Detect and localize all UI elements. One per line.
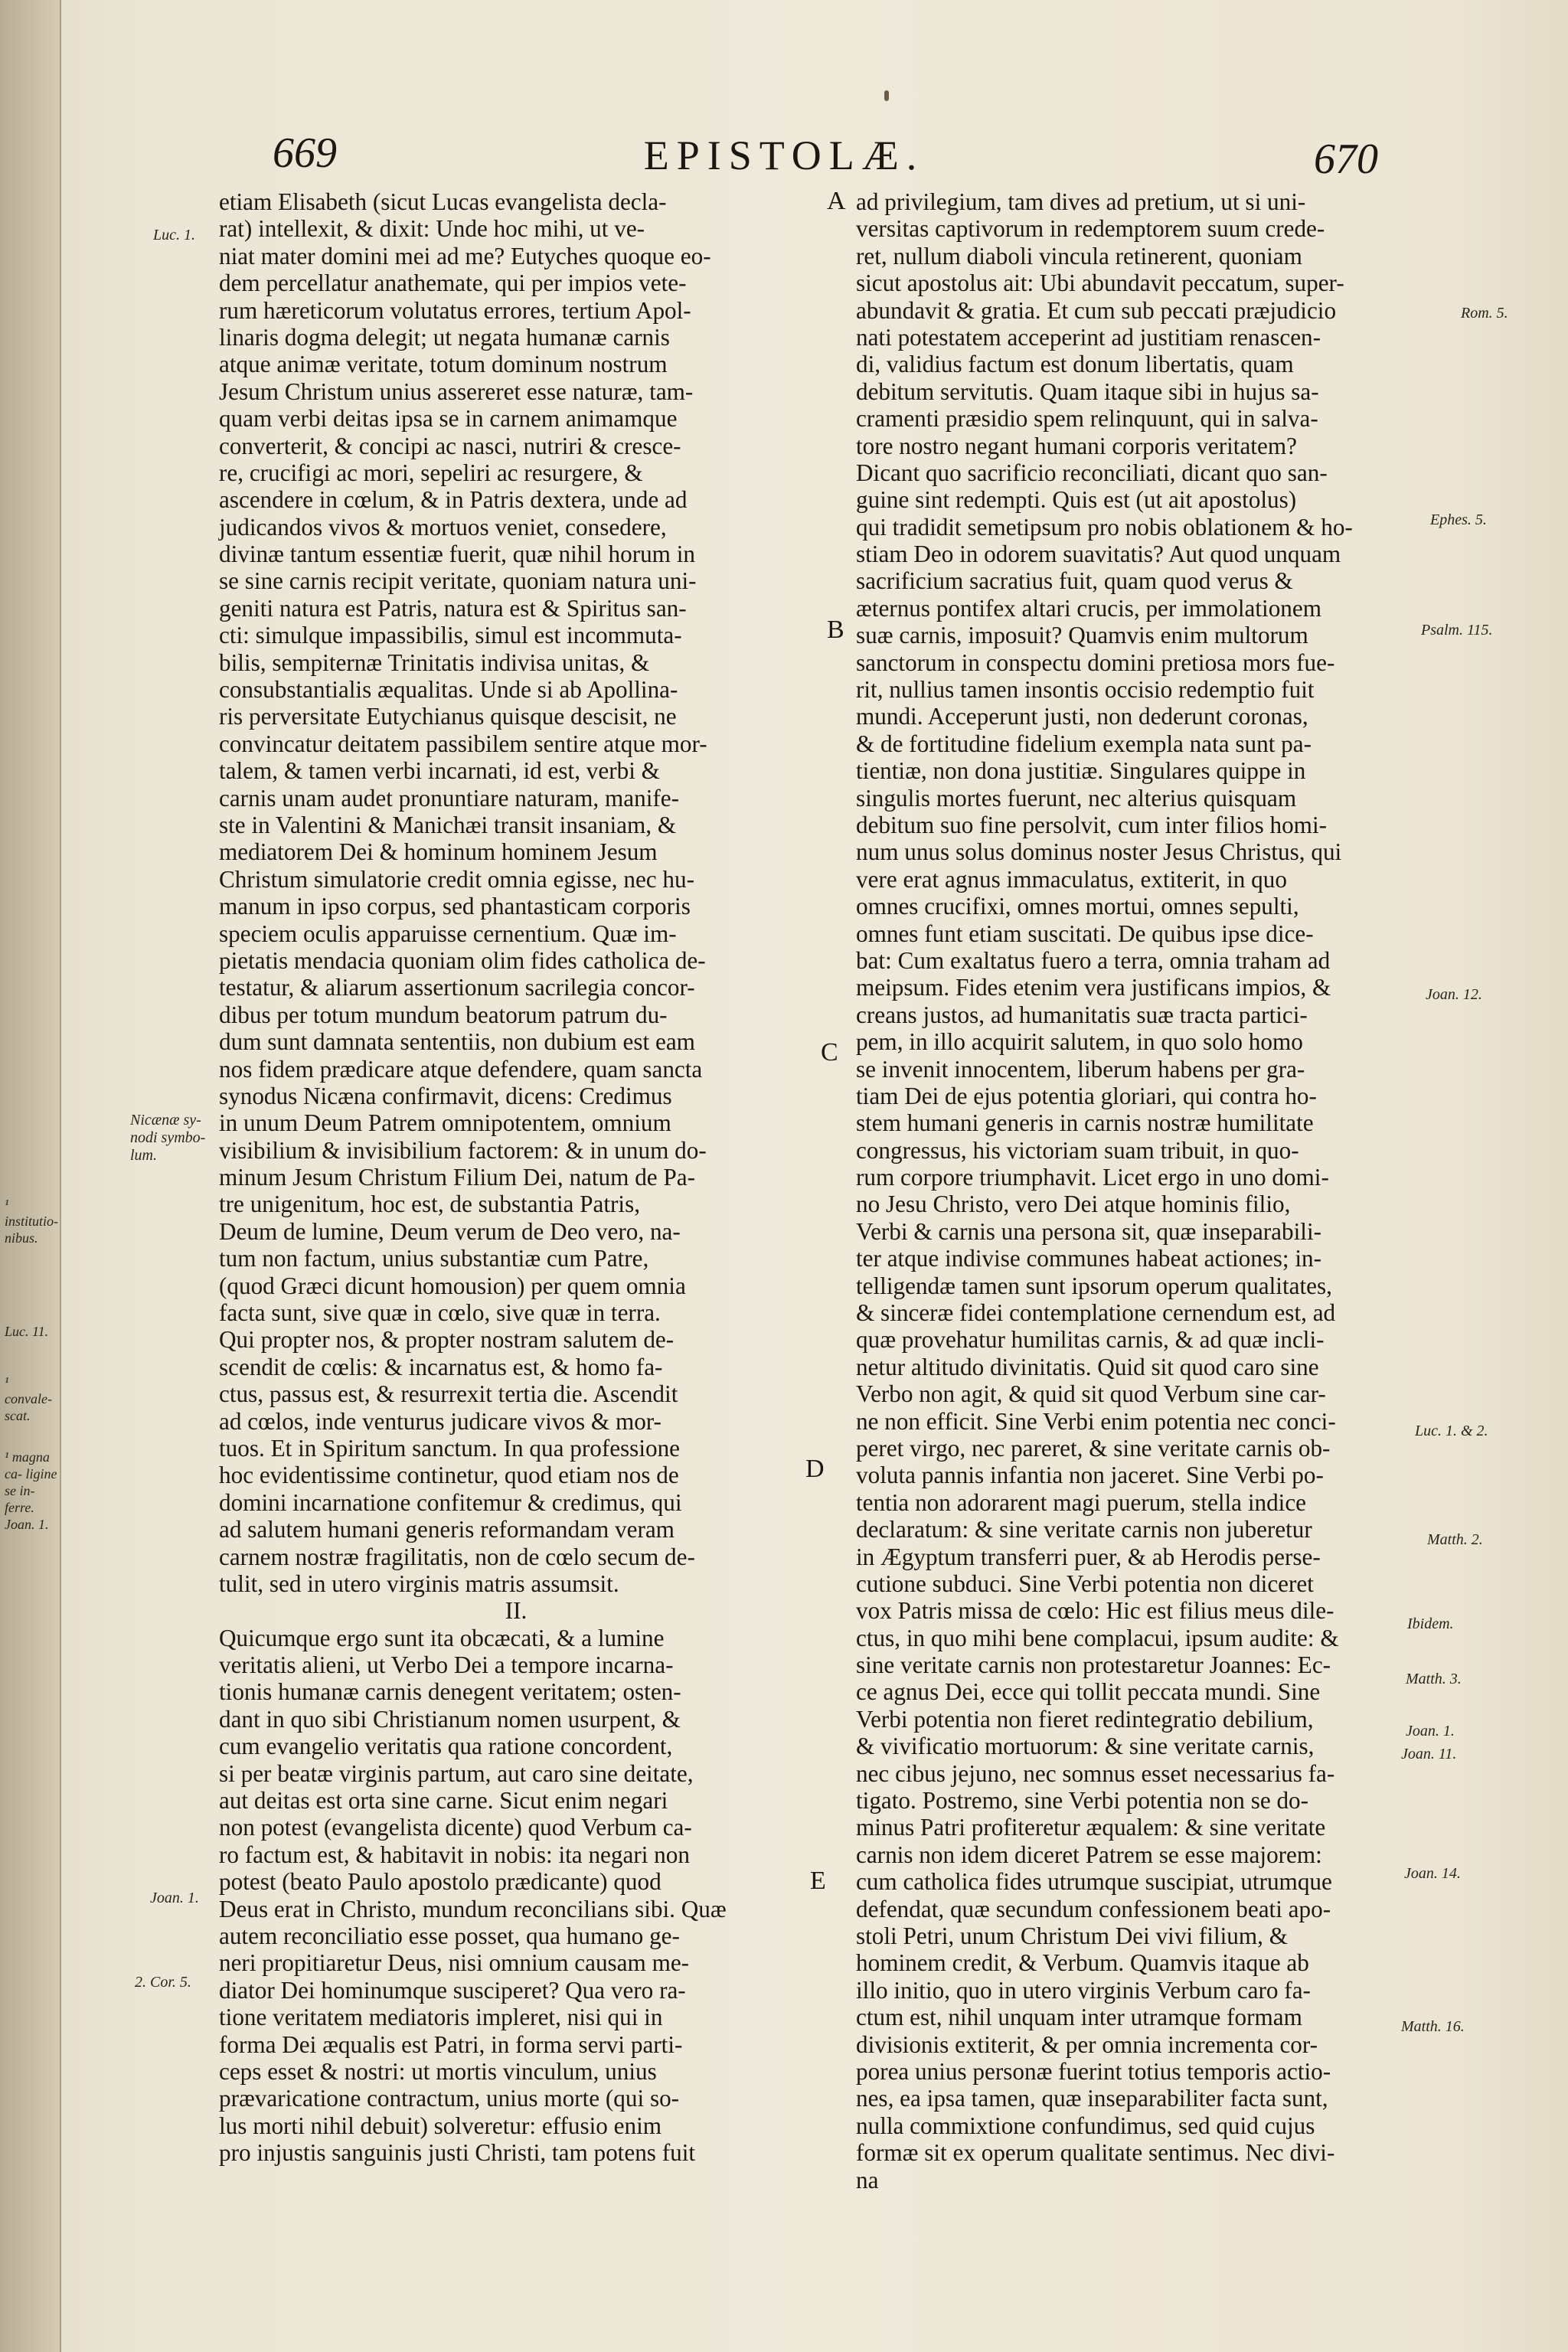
text-line: re, crucifigi ac mori, sepeliri ac resurgere, & [219,459,643,486]
text-line: declaratum: & sine veritate carnis non juberetur [856,1516,1312,1544]
text-line: mundi. Acceperunt justi, non dederunt coronas, [856,703,1308,730]
text-line: num unus solus dominus noster Jesus Christus, qui [856,838,1342,866]
text-line: bat: Cum exaltatus fuero a terra, omnia traham ad [856,946,1331,974]
text-line: meipsum. Fides etenim vera justificans impios, & [856,974,1331,1001]
section-letter-b: B [827,616,844,644]
text-line: Verbo non agit, & quid sit quod Verbum sine car- [856,1380,1326,1408]
strip-note: Joan. 1. [5,1517,49,1532]
page-number-left: 669 [273,129,337,177]
text-line: sacrificium sacratius fuit, quam quod verus & [856,567,1293,595]
margin-note-right: Matth. 16. [1401,2018,1465,2035]
text-line: Deum de lumine, Deum verum de Deo vero, na- [219,1217,681,1245]
text-line: ctus, passus est, & resurrexit tertia die. Ascendit [219,1380,678,1408]
text-line: nos fidem prædicare atque defendere, quam sancta [219,1055,703,1083]
text-line: Verbi potentia non fieret redintegratio debilium, [856,1705,1314,1733]
text-line: Christum simulatorie credit omnia egisse, nec hu- [219,865,695,893]
text-line: suæ carnis, imposuit? Quamvis enim multorum [856,622,1308,649]
adjacent-page-edge [0,0,61,2352]
text-line: cti: simulque impassibilis, simul est incommuta- [219,622,682,649]
text-line: stoli Petri, unum Christum Dei vivi filium, & [856,1922,1288,1949]
text-line: ad salutem humani generis reformandam veram [219,1516,675,1544]
text-line: cutione subduci. Sine Verbi potentia non diceret [856,1570,1314,1597]
text-line: converterit, & concipi ac nasci, nutriri & cresce- [219,432,681,459]
text-line: in Ægyptum transferri puer, & ab Herodis perse- [856,1543,1321,1570]
text-line: (quod Græci dicunt homousion) per quem omnia [219,1272,686,1299]
text-line: tre unigenitum, hoc est, de substantia Patris, [219,1191,641,1218]
text-line: ceps esset & nostri: ut mortis vinculum, unius [219,2057,657,2085]
text-line: niat mater domini mei ad me? Eutyches quoque eo- [219,242,711,270]
text-line: speciem oculis apparuisse cernentium. Quæ im- [219,920,677,947]
text-line: ro factum est, & habitavit in nobis: ita negari non [219,1841,690,1868]
text-line: omnes crucifixi, omnes mortui, omnes sepulti, [856,893,1299,920]
text-line: visibilium & invisibilium factorem: & in unum do- [219,1136,707,1164]
text-column-right [856,188,1453,2194]
text-line: ad cœlos, inde venturus judicare vivos & mor- [219,1407,662,1435]
text-column-left [219,188,813,2167]
text-line: æternus pontifex altari crucis, per immolationem [856,594,1321,622]
text-line: manum in ipso corpus, sed phantasticam corporis [219,893,691,920]
text-line: dibus per totum mundum beatorum patrum du- [219,1001,668,1028]
text-line: stiam Deo in odorem suavitatis? Aut quod unquam [856,541,1341,568]
text-line: synodus Nicæna confirmavit, dicens: Credimus [219,1082,672,1109]
margin-note-left: Luc. 1. [153,227,195,243]
strip-note: ¹ magna ca- ligine se in- ferre. [5,1449,57,1515]
text-line: II. [505,1597,528,1625]
text-line: se sine carnis recipit veritate, quoniam natura uni- [219,567,697,595]
text-line: abundavit & gratia. Et cum sub peccati præjudicio [856,296,1337,324]
text-line: ctus, in quo mihi bene complacui, ipsum audite: & [856,1624,1339,1651]
text-line: & sinceræ fidei contemplatione cernendum est, ad [856,1299,1336,1327]
text-line: tulit, sed in utero virginis matris assumsit. [219,1570,619,1597]
text-line: divisionis extiterit, & per omnia incrementa cor- [856,2030,1318,2058]
text-line: geniti natura est Patris, natura est & Spiritus san- [219,594,687,622]
text-line: ret, nullum diaboli vincula retinerent, quoniam [856,242,1302,270]
text-line: domini incarnatione confitemur & credimus, qui [219,1488,682,1516]
text-line: quam verbi deitas ipsa se in carnem animamque [219,405,678,433]
margin-note-right: Rom. 5. [1461,305,1508,322]
text-line: voluta pannis infantia non jaceret. Sine Verbi po- [856,1462,1324,1489]
text-line: netur altitudo divinitatis. Quid sit quod caro sine [856,1353,1319,1380]
text-line: prævaricatione contractum, unius morte (qui so- [219,2085,680,2112]
text-line: ce agnus Dei, ecce qui tollit peccata mundi. Sine [856,1678,1321,1706]
text-line: autem reconciliatio esse posset, qua humano ge- [219,1922,680,1949]
margin-note-right: Ibidem. [1407,1615,1454,1632]
text-line: minum Jesum Christum Filium Dei, natum de Pa- [219,1164,695,1191]
text-line: omnes funt etiam suscitati. De quibus ipse dice- [856,920,1314,947]
text-line: pietatis mendacia quoniam olim fides catholica de- [219,946,706,974]
page-number-right: 670 [1314,136,1378,183]
text-line: Jesum Christum unius assereret esse naturæ, tam- [219,377,694,405]
text-line: & de fortitudine fidelium exempla nata sunt pa- [856,730,1312,757]
text-line: tuos. Et in Spiritum sanctum. In qua professione [219,1434,681,1462]
text-line: aut deitas est orta sine carne. Sicut enim negari [219,1787,668,1815]
text-line: veritatis alieni, ut Verbo Dei a tempore incarna- [219,1651,674,1679]
text-line: sicut apostolus ait: Ubi abundavit peccatum, super- [856,270,1344,297]
text-line: tore nostro negant humani corporis veritatem? [856,432,1297,459]
text-line: carnis unam audet pronuntiare naturam, manife- [219,784,679,812]
text-line: tigato. Postremo, sine Verbi potentia non se do- [856,1787,1309,1815]
running-title: EPISTOLÆ. [643,132,925,178]
text-line: se invenit innocentem, liberum habens per gra- [856,1055,1305,1083]
text-line: vere erat agnus immaculatus, extiterit, in quo [856,865,1287,893]
text-line: ter atque indivise communes habeat actiones; in- [856,1245,1321,1272]
text-line: ad privilegium, tam dives ad pretium, ut si uni- [856,188,1306,215]
text-line: diator Dei hominumque susciperet? Qua vero ra- [219,1976,686,2004]
text-line: di, validius factum est donum libertatis, quam [856,351,1294,378]
margin-note-left: Joan. 1. [150,1890,199,1906]
text-line: cum catholica fides utrumque suscipiat, utrumque [856,1868,1332,1896]
text-line: carnem nostræ fragilitatis, non de cœlo secum de- [219,1543,695,1570]
text-line: dem percellatur anathemate, qui per impios vete- [219,270,687,297]
strip-note: ¹ convale- scat. [5,1374,52,1423]
text-line: qui tradidit semetipsum pro nobis oblationem & ho- [856,513,1353,541]
text-line: mediatorem Dei & hominum hominem Jesum [219,838,658,866]
text-line: ris perversitate Eutychianus quisque descisit, ne [219,703,677,730]
text-line: tione veritatem mediatoris impleret, nisi qui in [219,2004,663,2031]
text-line: tentia non adorarent magi puerum, stella indice [856,1488,1307,1516]
text-line: scendit de cœlis: & incarnatus est, & homo fa- [219,1353,663,1380]
ink-mark [884,90,889,101]
text-line: neri propitiaretur Deus, nisi omnium causam me- [219,1949,690,1977]
text-line: nec cibus jejuno, nec somnus esset necessarius fa- [856,1759,1335,1787]
text-line: rat) intellexit, & dixit: Unde hoc mihi, ut ve- [219,215,645,243]
text-line: singulis mortes fuerunt, nec alterius quisquam [856,784,1297,812]
text-line: creans justos, ad humanitatis suæ tracta partici- [856,1001,1308,1028]
section-letter-d: D [805,1455,825,1483]
text-line: Quicumque ergo sunt ita obcæcati, & a lumine [219,1624,665,1651]
text-line: tientiæ, non dona justitiæ. Singulares quippe in [856,757,1306,785]
text-line: nati potestatem acceperint ad justitiam renascen- [856,323,1321,351]
text-line: pem, in illo acquirit salutem, in quo solo homo [856,1028,1303,1056]
text-line: stem humani generis in carnis nostræ humilitate [856,1109,1314,1137]
margin-note-right: Luc. 1. & 2. [1415,1423,1488,1439]
text-line: ascendere in cœlum, & in Patris dextera, unde ad [219,486,688,514]
text-line: forma Dei æqualis est Patri, in forma servi parti- [219,2030,683,2058]
text-line: carnis non idem diceret Patrem se esse majorem: [856,1841,1322,1868]
text-line: dum sunt damnata sententiis, non dubium est eam [219,1028,695,1056]
text-line: cramenti præsidio spem relinquunt, qui in salva- [856,405,1318,433]
text-line: tiam Dei de ejus potentia gloriari, qui contra ho- [856,1082,1317,1109]
text-line: debitum suo fine persolvit, cum inter filios homi- [856,811,1327,838]
text-line: cum evangelio veritatis qua ratione concordent, [219,1733,673,1760]
section-letter-a: A [827,187,846,215]
margin-note-right: Joan. 14. [1404,1865,1461,1882]
text-line: judicandos vivos & mortuos veniet, consedere, [219,513,667,541]
text-line: Dicant quo sacrificio reconciliati, dicant quo san- [856,459,1328,486]
text-line: dant in quo sibi Christianum nomen usurpent, & [219,1705,681,1733]
text-line: potest (beato Paulo apostolo prædicante) quod [219,1868,662,1896]
text-line: si per beatæ virginis partum, aut caro sine deitate, [219,1759,694,1787]
text-line: ne non efficit. Sine Verbi enim potentia nec conci- [856,1407,1336,1435]
text-line: sine veritate carnis non protestaretur Joannes: Ec- [856,1651,1331,1679]
text-line: minus Patri profiteretur æqualem: & sine veritate [856,1814,1326,1841]
text-line: sanctorum in conspectu domini pretiosa mors fue- [856,648,1335,676]
text-line: Deus erat in Christo, mundum reconcilians sibi. Quæ [219,1895,727,1922]
text-line: telligendæ tamen sunt ipsorum operum qualitates, [856,1272,1332,1299]
text-line: tionis humanæ carnis denegent veritatem; osten- [219,1678,681,1706]
text-line: non potest (evangelista dicente) quod Verbum ca- [219,1814,692,1841]
text-line: congressus, his victoriam suam tribuit, in quo- [856,1136,1299,1164]
text-line: convincatur deitatem passibilem sentire atque mor- [219,730,707,757]
text-line: ctum est, nihil unquam inter utramque formam [856,2004,1302,2031]
margin-note-right: Joan. 1. [1406,1723,1455,1740]
text-line: ste in Valentini & Manichæi transit insaniam, & [219,811,677,838]
text-line: guine sint redempti. Quis est (ut ait apostolus) [856,486,1297,514]
text-line: hoc evidentissime continetur, quod etiam nos de [219,1462,679,1489]
text-line: divinæ tantum essentiæ fuerit, quæ nihil horum in [219,541,695,568]
text-line: nulla commixtione confundimus, sed quid cujus [856,2112,1315,2139]
margin-note-right: Ephes. 5. [1430,511,1487,528]
text-line: consubstantialis æqualitas. Unde si ab Apollina- [219,676,678,704]
margin-note-right: Joan. 12. [1426,986,1482,1003]
margin-note-left: Nicænæ sy- nodi symbo- lum. [130,1112,206,1164]
strip-note: Luc. 11. [5,1324,49,1339]
section-letter-c: C [821,1038,838,1067]
text-line: testatur, & aliarum assertionum sacrilegia concor- [219,974,695,1001]
text-line: nes, ea ipsa tamen, quæ inseparabiliter facta sunt, [856,2085,1328,2112]
text-line: debitum servitutis. Quam itaque sibi in hujus sa- [856,377,1319,405]
text-line: facta sunt, sive quæ in cœlo, sive quæ in terra. [219,1299,661,1327]
text-line: na [856,2166,879,2194]
text-line: & vivificatio mortuorum: & sine veritate carnis, [856,1733,1315,1760]
text-line: rum hæreticorum volutatus errores, tertium Apol- [219,296,691,324]
text-line: quæ provehatur humilitas carnis, & ad quæ incli- [856,1326,1325,1354]
text-line: Qui propter nos, & propter nostram salutem de- [219,1326,675,1354]
margin-note-right: Matth. 3. [1406,1671,1462,1687]
text-line: formæ sit ex operum qualitate sentimus. Nec divi- [856,2139,1335,2167]
text-line: vox Patris missa de cœlo: Hic est filius meus dile- [856,1597,1334,1625]
text-line: hominem credit, & Verbum. Quamvis itaque ab [856,1949,1309,1977]
text-line: illo initio, quo in utero virginis Verbum caro fa- [856,1976,1311,2004]
text-line: Verbi & carnis una persona sit, quæ inseparabili- [856,1217,1322,1245]
margin-note-right: Matth. 2. [1427,1531,1483,1548]
section-letter-e: E [810,1867,826,1895]
text-line: rum corpore triumphavit. Licet ergo in uno domi- [856,1164,1329,1191]
text-line: atque animæ veritate, totum dominum nostrum [219,351,668,378]
text-line: etiam Elisabeth (sicut Lucas evangelista decla- [219,188,667,215]
text-line: talem, & tamen verbi incarnati, id est, verbi & [219,757,660,785]
strip-note: ¹ institutio- nibus. [5,1197,59,1246]
margin-note-right: Psalm. 115. [1421,622,1493,639]
text-line: porea unius personæ fuerint totius temporis actio- [856,2057,1331,2085]
text-line: bilis, sempiternæ Trinitatis indivisa unitas, & [219,648,650,676]
text-line: defendat, quæ secundum confessionem beati apo- [856,1895,1331,1922]
text-line: pro injustis sanguinis justi Christi, tam potens fuit [219,2139,696,2167]
text-line: rit, nullius tamen insontis occisio redemptio fuit [856,676,1315,704]
margin-note-right: Joan. 11. [1401,1746,1457,1762]
text-line: tum non factum, unius substantiæ cum Patre, [219,1245,649,1272]
text-line: versitas captivorum in redemptorem suum crede- [856,215,1325,243]
text-line: peret virgo, nec pareret, & sine veritate carnis ob- [856,1434,1331,1462]
text-line: linaris dogma delegit; ut negata humanæ carnis [219,323,670,351]
text-line: in unum Deum Patrem omnipotentem, omnium [219,1109,671,1137]
text-line: no Jesu Christo, vero Dei atque hominis filio, [856,1191,1291,1218]
margin-note-left: 2. Cor. 5. [135,1974,191,1991]
text-line: lus morti nihil debuit) solveretur: effusio enim [219,2112,662,2139]
